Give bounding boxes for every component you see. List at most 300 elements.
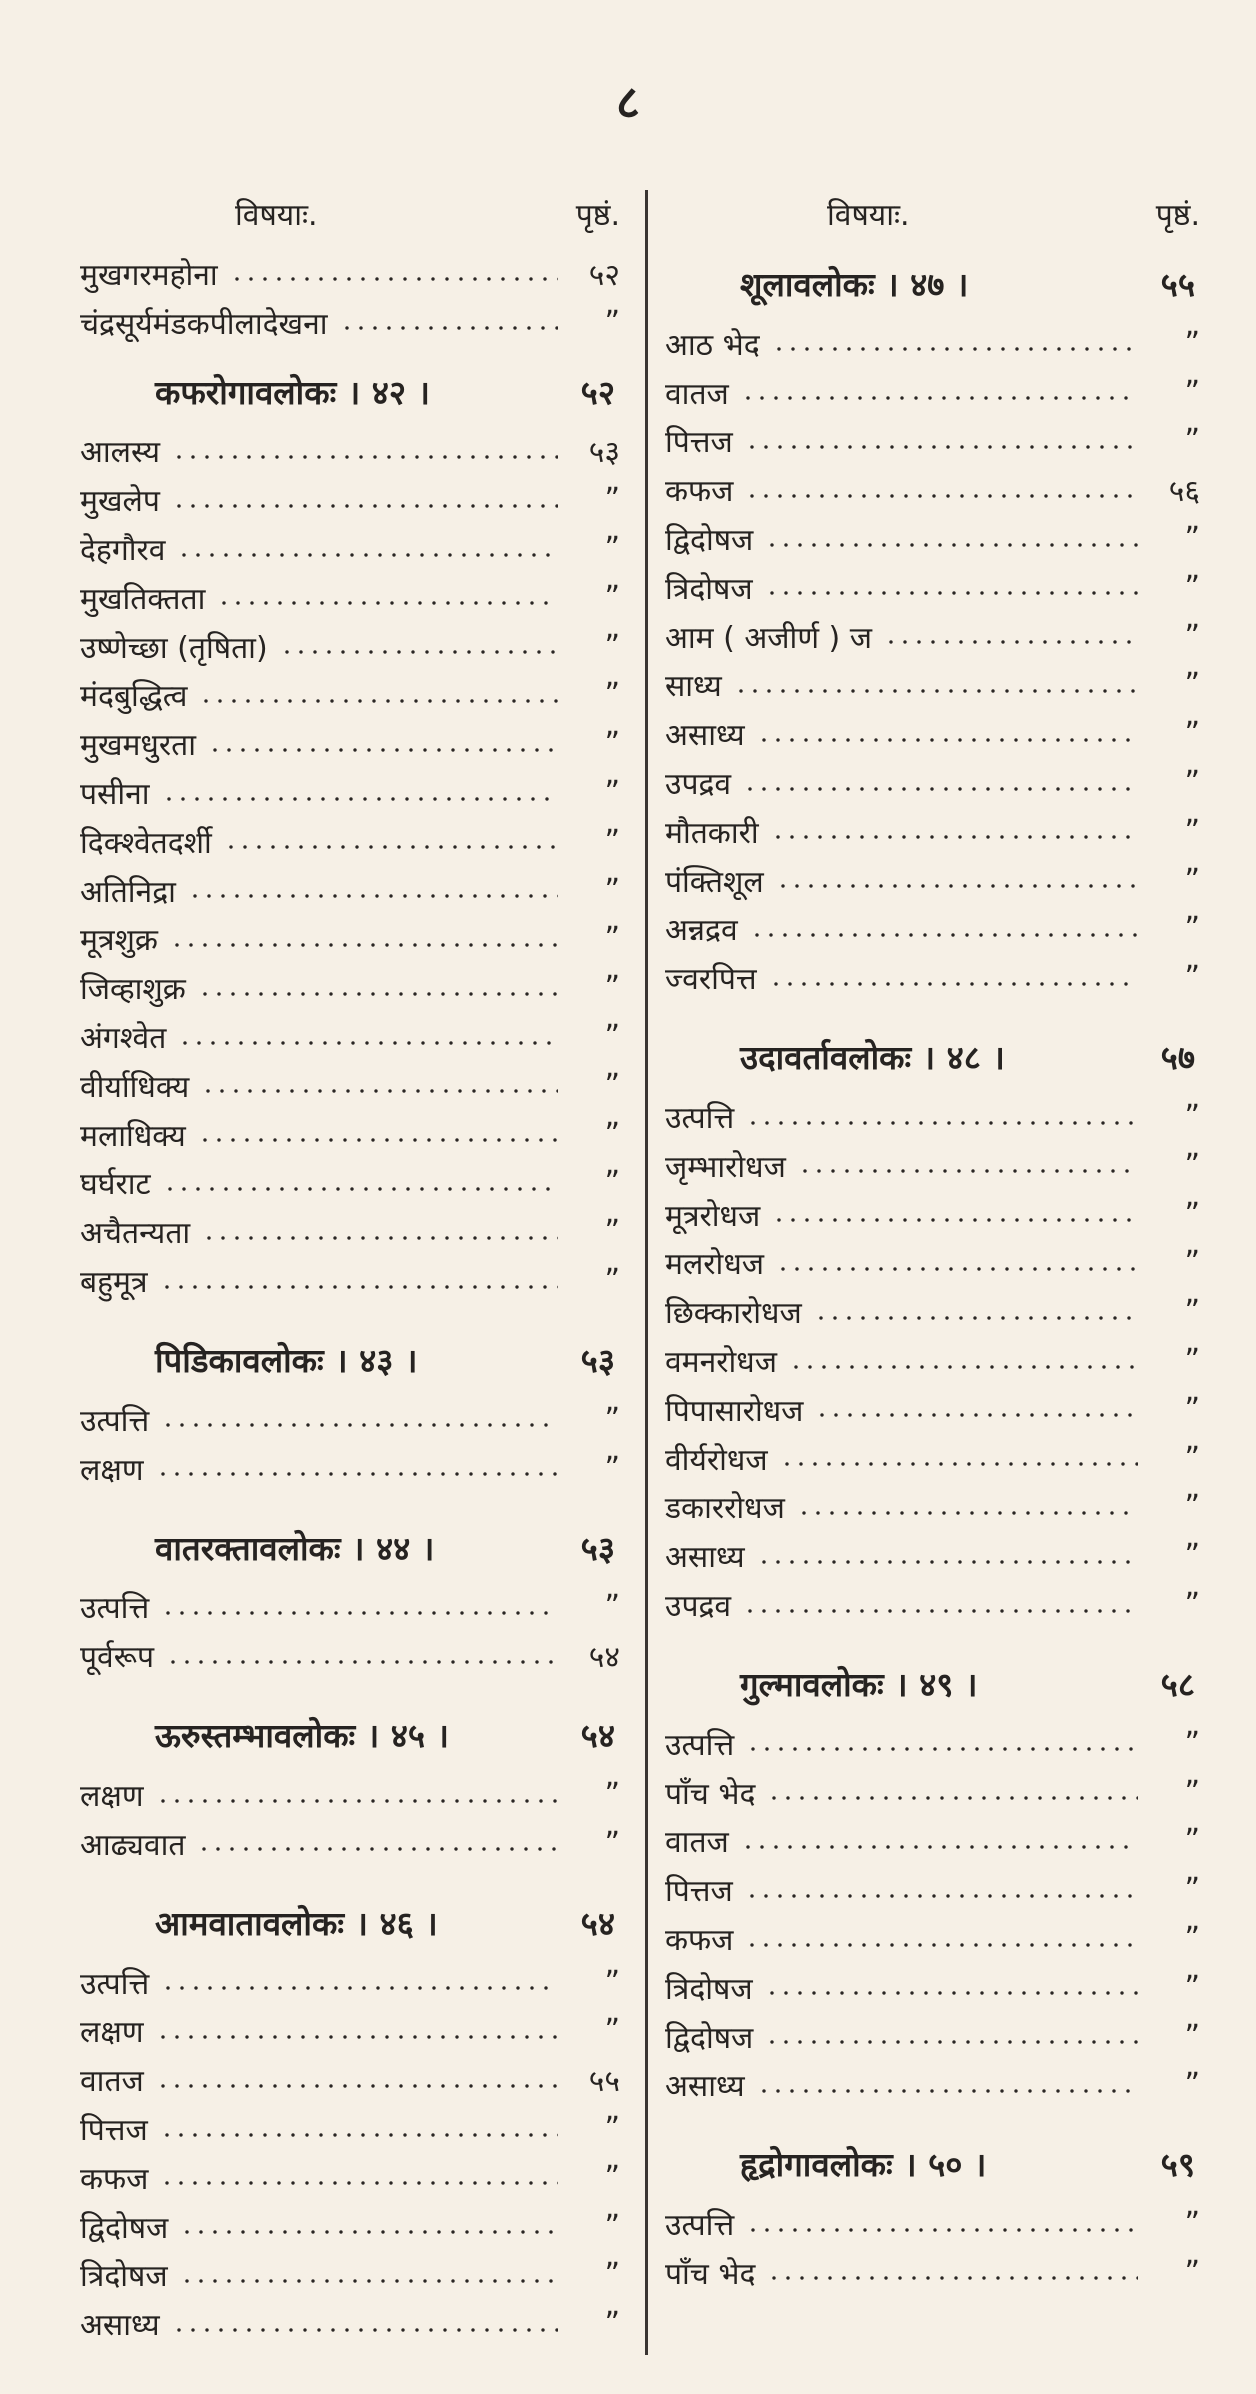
entry-name: पाँच भेद <box>665 2256 756 2292</box>
entry-name: पित्तज <box>80 2113 148 2148</box>
toc-entry <box>80 1631 630 1680</box>
section-page-number: ५३ <box>580 1340 615 1380</box>
entry-name: उत्पत्ति <box>80 1403 150 1439</box>
entry-name: लक्षण <box>80 1779 144 1815</box>
section-heading <box>80 1888 630 1952</box>
toc-entry <box>80 524 630 573</box>
dot-leader <box>197 1847 558 1851</box>
dot-leader <box>767 2276 1138 2280</box>
entry-list <box>665 2199 1210 2297</box>
entry-name: पसीना <box>80 777 150 813</box>
toc-entry <box>665 514 1210 563</box>
entry-name: लक्षण <box>80 1452 144 1488</box>
section-heading <box>665 1649 1210 1713</box>
toc-section <box>80 357 630 1305</box>
dot-leader <box>769 982 1138 986</box>
entry-name: मूत्ररोधज <box>665 1198 761 1234</box>
entry-page-number: ” <box>1184 374 1200 410</box>
entry-name: वमनरोधज <box>665 1345 778 1381</box>
dot-leader <box>170 943 558 947</box>
entry-page-number: ” <box>604 1214 620 1250</box>
dot-leader <box>217 601 558 605</box>
entry-name: उत्पत्ति <box>665 2208 735 2244</box>
left-column <box>80 185 630 2368</box>
entry-page-number: ” <box>1184 1489 1200 1525</box>
dot-leader <box>161 1611 558 1615</box>
dot-leader <box>340 326 559 330</box>
dot-leader <box>160 2133 558 2137</box>
entry-name: त्रिदोषज <box>80 2259 168 2295</box>
entry-page-number: ” <box>1184 1294 1200 1330</box>
entry-page-number: ५६ <box>1168 474 1200 510</box>
dot-leader <box>156 1799 558 1803</box>
entry-page-number: ” <box>1184 765 1200 801</box>
toc-entry <box>665 2199 1210 2248</box>
dot-leader <box>230 277 558 281</box>
dot-leader <box>180 2279 558 2283</box>
toc-entry <box>665 1719 1210 1768</box>
entry-name: आठ भेद <box>665 327 760 363</box>
toc-entry <box>665 2248 1210 2297</box>
entry-page-number: ” <box>604 1165 620 1201</box>
entry-page-number: ” <box>604 1116 620 1152</box>
section-page-number: ५५ <box>1160 265 1195 304</box>
toc-entry <box>665 563 1210 612</box>
subjects-column-label: विषयाः. <box>827 198 910 233</box>
entry-name: अंगश्वेत <box>80 1021 167 1057</box>
dot-leader <box>178 1041 558 1045</box>
entry-page-number: ” <box>1184 1587 1200 1623</box>
page-number: ८ <box>616 75 640 129</box>
toc-section <box>80 1888 630 2348</box>
toc-entry <box>665 465 1210 514</box>
toc-entry <box>80 622 630 671</box>
entry-name: मौतकारी <box>665 815 759 851</box>
right-sections <box>665 249 1210 2297</box>
entry-page-number: ” <box>604 1825 620 1861</box>
entry-list <box>80 1770 630 1868</box>
entry-name: द्विदोषज <box>665 2020 754 2056</box>
toc-entry <box>80 1207 630 1256</box>
entry-page-number: ” <box>1184 1343 1200 1379</box>
entry-page-number: ” <box>604 482 620 518</box>
dot-leader <box>743 1609 1138 1613</box>
toc-entry <box>665 953 1210 1002</box>
entry-name: उष्णेच्छा (तृषिता) <box>80 630 268 666</box>
toc-entry <box>80 866 630 915</box>
toc-entry <box>80 1159 630 1208</box>
entry-page-number: ” <box>1184 813 1200 849</box>
entry-page-number: ” <box>1184 911 1200 947</box>
section-title: ऊरुस्तम्भावलोकः । ४५ । <box>155 1716 450 1756</box>
entry-name: वातज <box>665 376 729 412</box>
entry-page-number: ” <box>604 921 620 957</box>
toc-entry <box>80 427 630 476</box>
entry-name: वातज <box>665 1825 729 1861</box>
entry-list <box>80 1395 630 1493</box>
entry-page-number: ” <box>604 1964 620 2000</box>
dot-leader <box>172 455 558 459</box>
toc-entry <box>665 1385 1210 1434</box>
dot-leader <box>765 591 1138 595</box>
toc-entry <box>665 1817 1210 1866</box>
section-heading <box>665 1022 1210 1086</box>
entry-page-number: ” <box>604 2208 620 2244</box>
toc-entry <box>665 758 1210 807</box>
entry-page-number: ” <box>1184 1725 1200 1761</box>
entry-page-number: ” <box>1184 1391 1200 1427</box>
column-divider <box>645 190 648 2355</box>
toc-entry <box>665 2061 1210 2110</box>
toc-entry <box>80 1444 630 1493</box>
entry-page-number: ” <box>1184 1538 1200 1574</box>
toc-entry <box>80 2299 630 2348</box>
entry-name: पिपासारोधज <box>665 1393 804 1429</box>
entry-page-number: ” <box>604 579 620 615</box>
dot-leader <box>202 1236 558 1240</box>
entry-name: मलाधिक्य <box>80 1118 186 1154</box>
subjects-column-label: विषयाः. <box>235 198 318 233</box>
entry-page-number: ” <box>1184 569 1200 605</box>
entry-list <box>665 1719 1210 2109</box>
dot-leader <box>746 1121 1138 1125</box>
toc-entry <box>80 2104 630 2153</box>
toc-entry <box>80 249 630 298</box>
entry-name: असाध्य <box>665 2069 745 2105</box>
dot-leader <box>741 396 1138 400</box>
section-title: हृद्रोगावलोकः । ५० । <box>740 2145 987 2185</box>
entry-name: जृम्भारोधज <box>665 1149 786 1185</box>
toc-entry <box>665 905 1210 954</box>
entry-page-number: ” <box>604 970 620 1006</box>
entry-name: मुखलेप <box>80 484 160 520</box>
entry-name: असाध्य <box>80 2308 160 2344</box>
entry-page-number: ” <box>604 1067 620 1103</box>
entry-page-number: ” <box>1184 1245 1200 1281</box>
toc-entry <box>665 807 1210 856</box>
entry-page-number: ” <box>604 677 620 713</box>
dot-leader <box>746 2228 1138 2232</box>
dot-leader <box>188 894 558 898</box>
dot-leader <box>156 2035 558 2039</box>
section-title: पिडिकावलोकः । ४३ । <box>155 1340 418 1380</box>
entry-name: वीर्याधिक्य <box>80 1069 190 1105</box>
dot-leader <box>160 2181 558 2185</box>
toc-entry <box>665 709 1210 758</box>
entry-name: द्विदोषज <box>665 523 754 559</box>
entry-page-number: ” <box>1184 716 1200 752</box>
entry-page-number: ” <box>1184 862 1200 898</box>
entry-name: त्रिदोषज <box>665 571 753 607</box>
entry-list <box>80 427 630 1305</box>
toc-entry <box>80 1770 630 1819</box>
dot-leader <box>160 1285 558 1289</box>
dot-leader <box>743 787 1138 791</box>
dot-leader <box>814 1316 1138 1320</box>
entry-list <box>665 319 1210 1002</box>
entry-name: उत्पत्ति <box>665 1727 735 1763</box>
section-page-number: ५२ <box>580 372 615 412</box>
entry-name: पाँच भेद <box>665 1776 756 1812</box>
toc-entry <box>665 1190 1210 1239</box>
entry-page-number: ” <box>604 531 620 567</box>
intro-entries <box>80 249 630 347</box>
dot-leader <box>201 1089 558 1093</box>
entry-page-number: ” <box>1184 1823 1200 1859</box>
entry-list <box>665 1092 1210 1629</box>
toc-entry <box>665 856 1210 905</box>
entry-name: लक्षण <box>80 2015 144 2051</box>
entry-page-number: ” <box>1184 960 1200 996</box>
dot-leader <box>776 1267 1138 1271</box>
entry-name: असाध्य <box>665 1540 745 1576</box>
entry-name: द्विदोषज <box>80 2210 169 2246</box>
dot-leader <box>789 1365 1138 1369</box>
entry-page-number: ” <box>1184 2254 1200 2290</box>
entry-name: ज्वरपित्त <box>665 962 757 998</box>
section-heading <box>80 1513 630 1577</box>
entry-name: छिक्कारोधज <box>665 1296 802 1332</box>
dot-leader <box>166 1660 558 1664</box>
entry-name: आम ( अजीर्ण ) ज <box>665 620 873 656</box>
dot-leader <box>198 1138 558 1142</box>
section-page-number: ५३ <box>580 1528 615 1568</box>
entry-page-number: ” <box>604 823 620 859</box>
entry-page-number: ” <box>1184 667 1200 703</box>
toc-entry <box>80 1110 630 1159</box>
column-header <box>665 185 1210 249</box>
toc-entry <box>80 817 630 866</box>
entry-name: अचैतन्यता <box>80 1216 191 1252</box>
entry-name: उत्पत्ति <box>665 1101 735 1137</box>
entry-list <box>80 1958 630 2348</box>
entry-page-number: ” <box>1184 1099 1200 1135</box>
section-heading <box>80 1700 630 1764</box>
section-page-number: ५४ <box>580 1716 615 1756</box>
dot-leader <box>772 1218 1138 1222</box>
toc-entry <box>665 1531 1210 1580</box>
entry-name: उत्पत्ति <box>80 1966 150 2002</box>
entry-page-number: ” <box>1184 1774 1200 1810</box>
toc-entry <box>80 915 630 964</box>
toc-entry <box>80 2202 630 2251</box>
dot-leader <box>180 2230 558 2234</box>
entry-page-number: ” <box>1184 1440 1200 1476</box>
entry-page-number: ” <box>604 2306 620 2342</box>
section-title: गुल्मावलोकः । ४९ । <box>740 1664 978 1704</box>
entry-page-number: ” <box>604 1777 620 1813</box>
toc-entry <box>665 1141 1210 1190</box>
entry-name: वीर्यरोधज <box>665 1442 768 1478</box>
toc-entry <box>665 319 1210 368</box>
entry-name: जिव्हाशुक्र <box>80 972 186 1008</box>
toc-section <box>80 1700 630 1868</box>
page-column-label: पृष्ठं. <box>575 198 620 233</box>
toc-section <box>80 1325 630 1493</box>
entry-page-number: ” <box>1184 1872 1200 1908</box>
toc-entry <box>665 1483 1210 1532</box>
dot-leader <box>280 650 558 654</box>
dot-leader <box>772 347 1138 351</box>
section-heading <box>665 2129 1210 2193</box>
section-title: कफरोगावलोकः । ४२ । <box>155 372 431 412</box>
toc-entry <box>80 1256 630 1305</box>
entry-page-number: ” <box>1184 2018 1200 2054</box>
toc-entry <box>665 1768 1210 1817</box>
entry-page-number: ” <box>604 872 620 908</box>
entry-page-number: ” <box>1184 423 1200 459</box>
dot-leader <box>734 689 1138 693</box>
toc-entry <box>665 661 1210 710</box>
dot-leader <box>745 1943 1138 1947</box>
section-page-number: ५४ <box>580 1903 615 1943</box>
dot-leader <box>765 1991 1138 1995</box>
entry-name: वातज <box>80 2064 144 2100</box>
entry-name: साध्य <box>665 669 722 705</box>
section-heading <box>80 357 630 421</box>
dot-leader <box>161 1986 558 1990</box>
dot-leader <box>757 1560 1138 1564</box>
entry-name: मुखतिक्तता <box>80 581 206 617</box>
entry-page-number: ” <box>604 2159 620 2195</box>
toc-entry <box>665 2012 1210 2061</box>
dot-leader <box>745 445 1138 449</box>
dot-leader <box>767 1796 1138 1800</box>
entry-page-number: ” <box>1184 1196 1200 1232</box>
entry-name: दिक्श्वेतदर्शी <box>80 825 212 861</box>
dot-leader <box>199 699 558 703</box>
toc-entry <box>80 963 630 1012</box>
entry-page-number: ” <box>604 1019 620 1055</box>
entry-page-number: ” <box>604 2257 620 2293</box>
entry-name: त्रिदोषज <box>665 1971 753 2007</box>
toc-entry <box>80 671 630 720</box>
entry-page-number: ” <box>604 1589 620 1625</box>
entry-page-number: ५३ <box>588 435 620 471</box>
entry-page-number: ” <box>604 628 620 664</box>
dot-leader <box>163 1187 558 1191</box>
dot-leader <box>172 504 558 508</box>
toc-entry <box>80 2251 630 2300</box>
entry-name: देहगौरव <box>80 533 166 569</box>
toc-entry <box>80 719 630 768</box>
dot-leader <box>884 640 1138 644</box>
section-title: उदावर्तावलोकः । ४८ । <box>740 1038 1005 1078</box>
dot-leader <box>798 1169 1138 1173</box>
toc-entry <box>80 2153 630 2202</box>
entry-name: मलरोधज <box>665 1247 765 1283</box>
dot-leader <box>750 933 1138 937</box>
dot-leader <box>161 1423 558 1427</box>
entry-page-number: ” <box>1184 618 1200 654</box>
dot-leader <box>797 1511 1138 1515</box>
toc-entry <box>80 1012 630 1061</box>
section-title: शूलावलोकः । ४७ । <box>740 265 969 304</box>
entry-page-number: ” <box>604 2111 620 2146</box>
toc-entry <box>80 1819 630 1868</box>
entry-page-number: ” <box>604 1263 620 1299</box>
toc-section <box>665 1649 1210 2109</box>
toc-entry <box>665 1865 1210 1914</box>
entry-name: पूर्वरूप <box>80 1640 155 1676</box>
entry-name: पंक्तिशूल <box>665 864 764 900</box>
dot-leader <box>224 845 558 849</box>
section-page-number: ५९ <box>1160 2145 1195 2185</box>
entry-name: मुखगरमहोना <box>80 257 218 293</box>
left-sections <box>80 357 630 2349</box>
entry-page-number: ५४ <box>588 1640 620 1676</box>
entry-page-number: ” <box>1184 2206 1200 2242</box>
toc-section <box>80 1513 630 1681</box>
toc-entry <box>665 612 1210 661</box>
entry-page-number: ” <box>604 1401 620 1437</box>
toc-section <box>665 1022 1210 1629</box>
entry-name: कफज <box>665 1923 734 1958</box>
toc-entry <box>80 1583 630 1632</box>
toc-entry <box>80 1958 630 2007</box>
toc-section <box>665 2129 1210 2297</box>
entry-page-number: ” <box>604 304 620 340</box>
entry-page-number: ” <box>1184 325 1200 361</box>
toc-entry <box>665 417 1210 466</box>
entry-name: मुखमधुरता <box>80 728 197 764</box>
entry-page-number: ” <box>1184 1921 1200 1956</box>
entry-page-number: ” <box>1184 1147 1200 1183</box>
section-heading <box>80 1325 630 1389</box>
dot-leader <box>177 553 558 557</box>
toc-entry <box>665 1580 1210 1629</box>
page-column-label: पृष्ठं. <box>1155 198 1200 233</box>
dot-leader <box>757 738 1138 742</box>
dot-leader <box>746 1747 1138 1751</box>
dot-leader <box>765 2040 1138 2044</box>
dot-leader <box>745 494 1138 498</box>
toc-entry <box>80 573 630 622</box>
entry-name: बहुमूत्र <box>80 1265 148 1301</box>
entry-name: अन्नद्रव <box>665 913 738 949</box>
toc-entry <box>80 2055 630 2104</box>
right-column <box>665 185 1210 2317</box>
entry-name: उपद्रव <box>665 767 732 803</box>
dot-leader <box>815 1413 1138 1417</box>
dot-leader <box>741 1845 1138 1849</box>
dot-leader <box>745 1894 1138 1898</box>
toc-entry <box>665 368 1210 417</box>
toc-entry <box>665 1336 1210 1385</box>
toc-entry <box>80 1395 630 1444</box>
entry-name: आलस्य <box>80 435 161 471</box>
entry-name: मंदबुद्धित्व <box>80 679 188 715</box>
entry-page-number: ” <box>1184 1969 1200 2005</box>
toc-entry <box>665 1287 1210 1336</box>
entry-name: असाध्य <box>665 718 745 754</box>
toc-section <box>665 249 1210 1002</box>
dot-leader <box>156 1472 558 1476</box>
dot-leader <box>156 2084 558 2088</box>
toc-entry <box>665 1914 1210 1963</box>
entry-name: पित्तज <box>665 425 733 461</box>
entry-name: मूत्रशुक्र <box>80 923 158 959</box>
dot-leader <box>780 1462 1138 1466</box>
toc-entry <box>80 298 630 347</box>
toc-entry <box>665 1239 1210 1288</box>
entry-name: पित्तज <box>665 1874 733 1910</box>
dot-leader <box>771 835 1138 839</box>
entry-page-number: ” <box>604 2013 620 2049</box>
dot-leader <box>172 2328 558 2332</box>
dot-leader <box>757 2089 1138 2093</box>
entry-name: उत्पत्ति <box>80 1591 150 1627</box>
